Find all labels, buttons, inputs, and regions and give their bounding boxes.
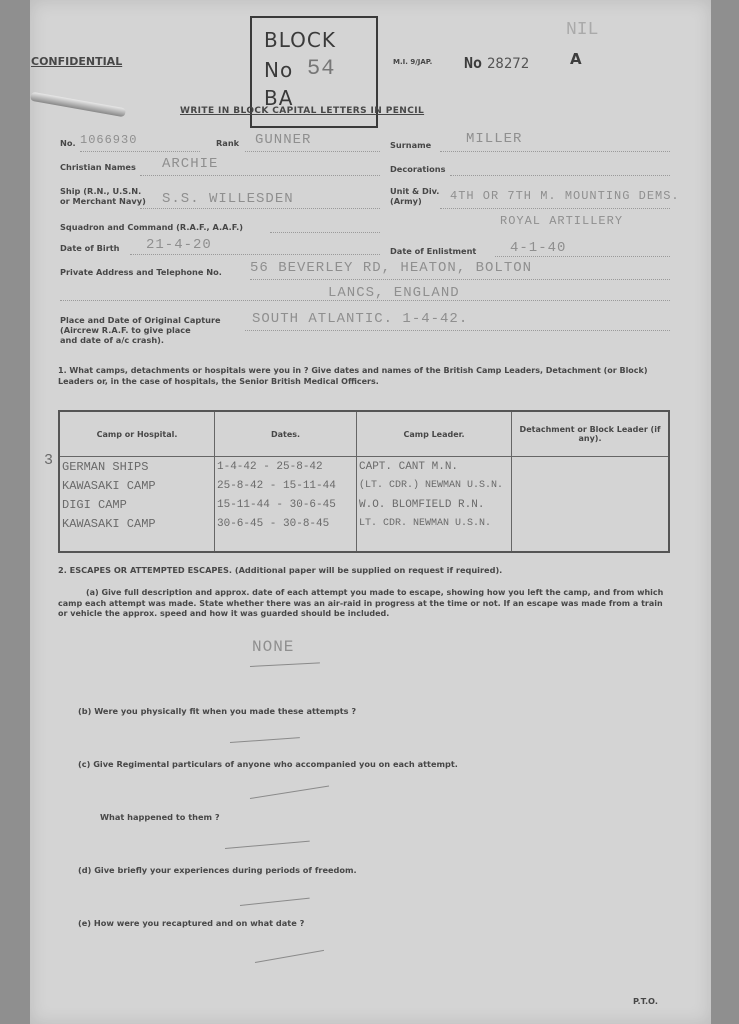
stamp-block: BLOCK (264, 28, 336, 52)
leader-cell: CAPT. CANT M.N. (357, 457, 512, 477)
squadron-label: Squadron and Command (R.A.F., A.A.F.) (60, 222, 243, 232)
pto-label: P.T.O. (633, 996, 658, 1006)
q1-margin-mark: 3 (44, 452, 55, 469)
leader-cell: W.O. BLOMFIELD R.N. (357, 495, 512, 514)
camp-cell: GERMAN SHIPS (59, 457, 215, 477)
capture-label-line1: Place and Date of Original Capture (60, 315, 221, 325)
q2e-text: (e) How were you recaptured and on what date ? (78, 918, 305, 928)
q2-heading: 2. ESCAPES OR ATTEMPTED ESCAPES. (Additional paper will be supplied on request if required). (58, 565, 503, 575)
camp-cell: DIGI CAMP (59, 495, 215, 514)
capture-label-line2: (Aircrew R.A.F. to give place (60, 325, 191, 335)
address-value-line1: 56 BEVERLEY RD, HEATON, BOLTON (250, 260, 533, 276)
ship-label-line2: or Merchant Navy) (60, 196, 146, 206)
unit-value-line1: 4TH OR 7TH M. MOUNTING DEMS. (450, 189, 680, 203)
address-value-line2: LANCS, ENGLAND (328, 285, 460, 301)
q1-text: 1. What camps, detachments or hospitals were you in ? Give dates and names of the British Camp Leaders, Detachment (or Block) Leaders or, in the case of hospitals, the Senior British Medical Officers. (58, 366, 648, 386)
stamp-ba: BA (264, 86, 294, 110)
q2d-text: (d) Give briefly your experiences during periods of freedom. (78, 865, 357, 875)
ship-label-line1: Ship (R.N., U.S.N. (60, 186, 142, 196)
christian-names-label: Christian Names (60, 162, 136, 172)
decorations-label: Decorations (390, 164, 446, 174)
enlistment-value: 4-1-40 (510, 240, 567, 256)
dates-cell: 1-4-42 - 25-8-42 (215, 457, 357, 477)
detachment-cell (512, 457, 670, 477)
unit-value-line2: ROYAL ARTILLERY (500, 214, 624, 228)
reference-no-label: No (464, 54, 483, 72)
col-camp-leader: Camp Leader. (357, 411, 512, 457)
instruction-heading: WRITE IN BLOCK CAPITAL LETTERS IN PENCIL (180, 106, 425, 116)
table-row (59, 514, 669, 533)
no-label: No. (60, 138, 76, 148)
dates-cell: 30-6-45 - 30-8-45 (215, 514, 357, 533)
q2c-text: (c) Give Regimental particulars of anyone who accompanied you on each attempt. (78, 759, 458, 769)
camps-table (58, 410, 670, 553)
christian-names-value: ARCHIE (162, 156, 219, 172)
reference-suffix: A (570, 50, 582, 68)
stamp-no: No (264, 58, 294, 82)
detachment-cell (512, 514, 670, 533)
rank-label: Rank (216, 138, 240, 148)
dates-cell: 15-11-44 - 30-6-45 (215, 495, 357, 514)
dates-cell: 25-8-42 - 15-11-44 (215, 476, 357, 495)
enlistment-label: Date of Enlistment (390, 246, 477, 256)
unit-label-line1: Unit & Div. (390, 186, 440, 196)
leader-cell: LT. CDR. NEWMAN U.S.N. (357, 514, 512, 533)
q2b-text: (b) Were you physically fit when you made these attempts ? (78, 706, 357, 716)
capture-value: SOUTH ATLANTIC. 1-4-42. (252, 311, 469, 327)
camp-cell: KAWASAKI CAMP (59, 476, 215, 495)
q2a-text: (a) Give full description and approx. date of each attempt you made to escape, showing how you left the camp, and from which camp each attempt was made. State whether there was an air-raid in progress at the time or not. If an escape was made from a train or vehicle the approx. speed and how it was guarded should be included. (58, 588, 664, 618)
surname-value: MILLER (466, 131, 523, 147)
no-value: 1066930 (80, 133, 138, 147)
corner-pencil-mark: NIL (566, 20, 599, 40)
table-row (59, 495, 669, 514)
ship-value: S.S. WILLESDEN (162, 191, 294, 207)
rank-value: GUNNER (255, 132, 312, 148)
detachment-cell (512, 476, 670, 495)
capture-label-line3: and date of a/c crash). (60, 335, 164, 345)
leader-cell: (LT. CDR.) NEWMAN U.S.N. (357, 476, 512, 495)
dob-value: 21-4-20 (146, 237, 212, 253)
table-row (59, 457, 669, 477)
address-label: Private Address and Telephone No. (60, 267, 222, 277)
col-detachment-leader: Detachment or Block Leader (if any). (512, 411, 670, 457)
stamp-number: 54 (307, 56, 336, 81)
camp-cell: KAWASAKI CAMP (59, 514, 215, 533)
surname-label: Surname (390, 140, 432, 150)
table-row-empty (59, 533, 669, 552)
detachment-cell (512, 495, 670, 514)
col-dates: Dates. (215, 411, 357, 457)
reference-label: M.I. 9/JAP. (393, 58, 433, 66)
camps-table-header (59, 411, 669, 457)
q2c-what-happened: What happened to them ? (100, 812, 220, 822)
dob-label: Date of Birth (60, 243, 120, 253)
unit-label-line2: (Army) (390, 196, 422, 206)
col-camp-or-hospital: Camp or Hospital. (59, 411, 215, 457)
reference-number: 28272 (487, 56, 530, 72)
confidential-label: CONFIDENTIAL (31, 55, 123, 68)
table-row (59, 476, 669, 495)
q2a-answer: NONE (252, 638, 295, 656)
